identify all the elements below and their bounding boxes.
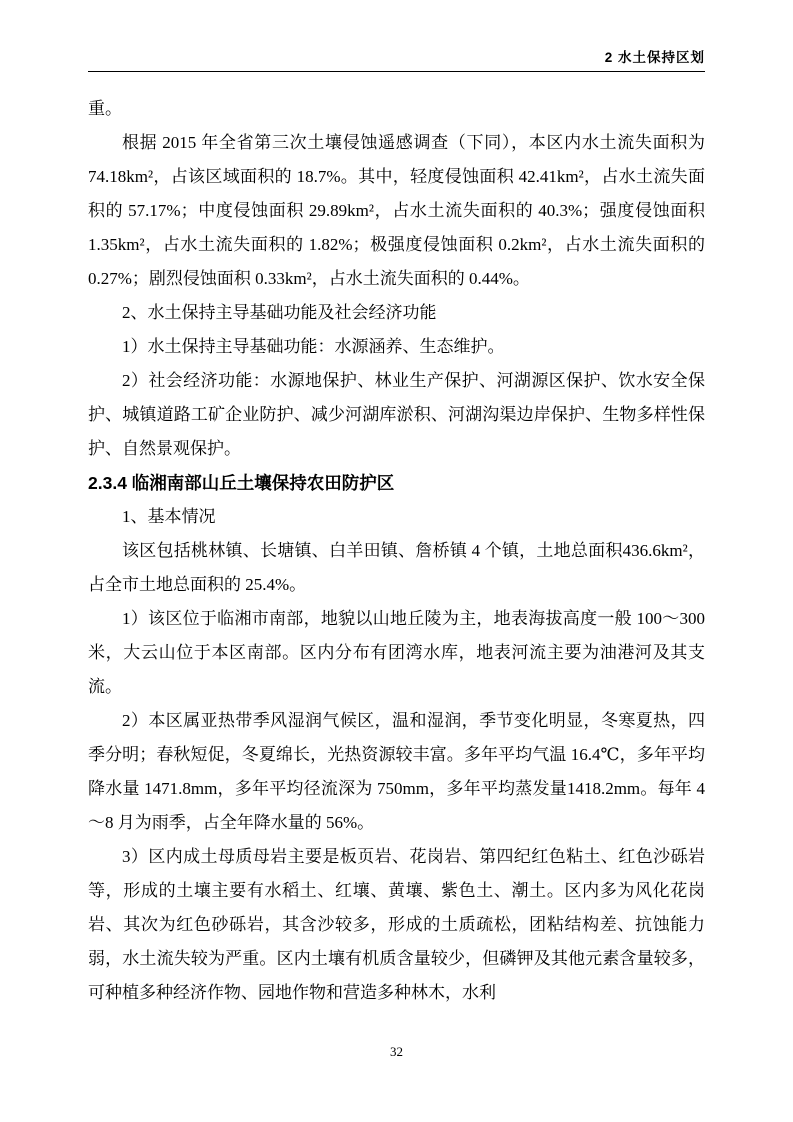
paragraph: 2）社会经济功能：水源地保护、林业生产保护、河湖源区保护、饮水安全保护、城镇道路工矿企业防护、减少河湖库淤积、河湖沟渠边岸保护、生物多样性保护、自然景观保护。 [88,371,705,458]
section-heading: 2.3.4 临湘南部山丘土壤保持农田防护区 [88,473,395,493]
document-body [88,92,705,1010]
page-number: 32 [390,1044,403,1059]
page-header [88,46,705,72]
paragraph: 3）区内成土母质母岩主要是板页岩、花岗岩、第四纪红色粘土、红色沙砾岩等，形成的土壤主要有水稻土、红壤、黄壤、紫色土、潮土。区内多为风化花岗岩、其次为红色砂砾岩，其含沙较多，形成的土质疏松，团粘结构差、抗蚀能力弱，水土流失较为严重。区内土壤有机质含量较少，但磷钾及其他元素含量较多，可种植多种经济作物、园地作物和营造多种林木，水利 [88,847,705,1002]
paragraph: 1）该区位于临湘市南部，地貌以山地丘陵为主，地表海拔高度一般 100～300 米，大云山位于本区南部。区内分布有团湾水库，地表河流主要为油港河及其支流。 [88,609,705,696]
paragraph: 根据 2015 年全省第三次土壤侵蚀遥感调查（下同），本区内水土流失面积为 74.18km²，占该区域面积的 18.7%。其中，轻度侵蚀面积 42.41km²，占水土流失面积的 57.17%；中度侵蚀面积 29.89km²，占水土流失面积的 40.3%；强度侵蚀面积 1.35km²，占水土流失面积的 1.82%；极强度侵蚀面积 0.2km²，占水土流失面积的 0.27%；剧烈侵蚀面积 0.33km²，占水土流失面积的 0.44%。 [88,133,705,288]
paragraph: 1）水土保持主导基础功能：水源涵养、生态维护。 [122,337,505,356]
header-section-label: 2 水土保持区划 [604,50,705,65]
paragraph: 2、水土保持主导基础功能及社会经济功能 [122,303,437,322]
paragraph: 1、基本情况 [122,507,216,526]
paragraph: 该区包括桃林镇、长塘镇、白羊田镇、詹桥镇 4 个镇，土地总面积436.6km²，占全市土地总面积的 25.4%。 [88,541,705,594]
paragraph: 2）本区属亚热带季风湿润气候区，温和湿润，季节变化明显，冬寒夏热，四季分明；春秋短促，冬夏绵长，光热资源较丰富。多年平均气温 16.4℃，多年平均降水量 1471.8mm，多年平均径流深为 750mm，多年平均蒸发量1418.2mm。每年 4～8 月为雨季，占全年降水量的 56%。 [88,711,705,832]
page-footer [0,1044,793,1060]
paragraph: 重。 [88,99,122,118]
